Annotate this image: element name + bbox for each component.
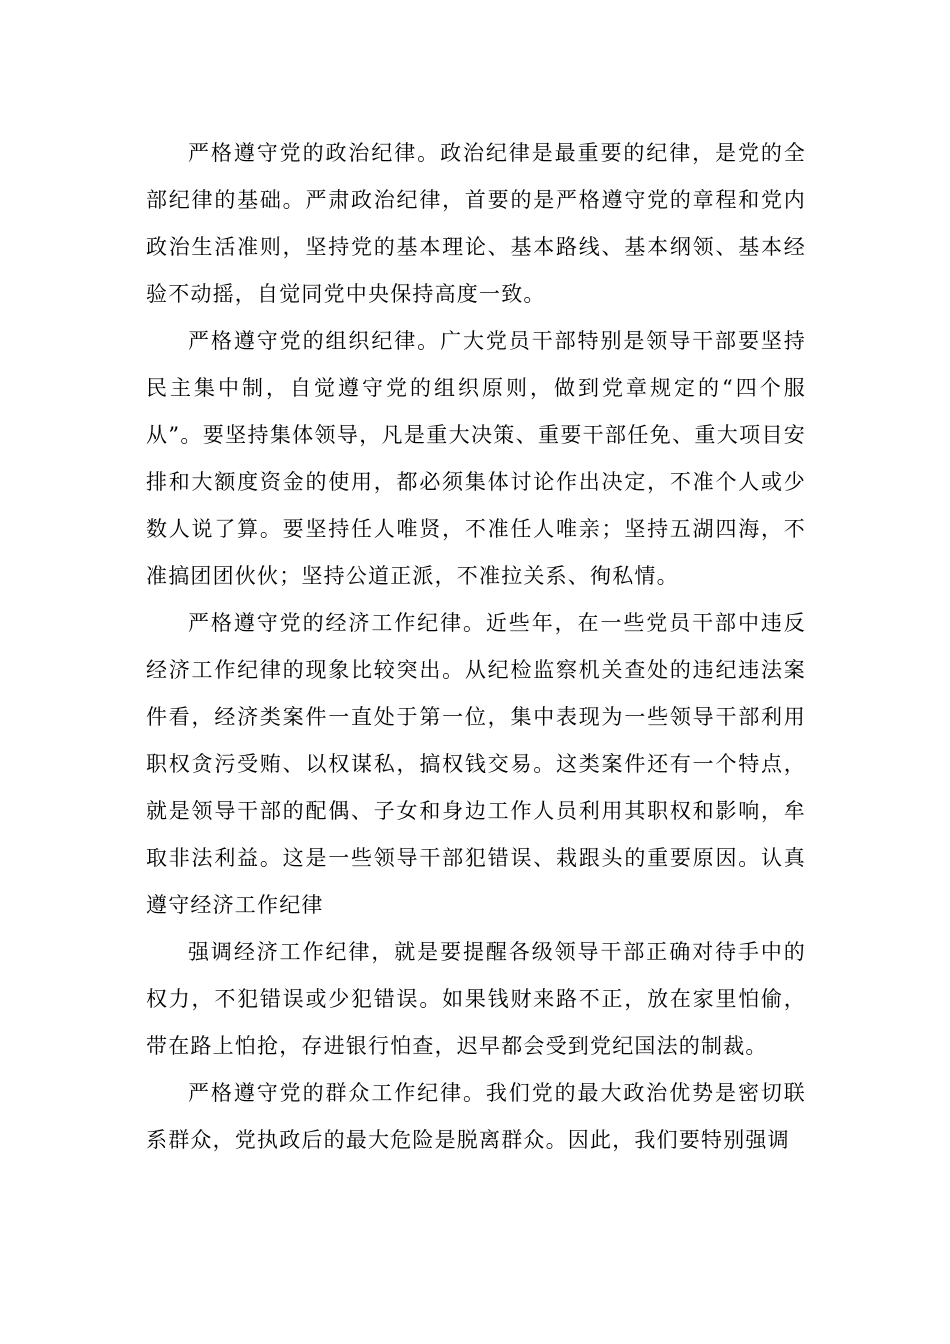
paragraph-economic-discipline-emphasis: 强调经济工作纪律，就是要提醒各级领导干部正确对待手中的权力，不犯错误或少犯错误。如果钱财来路不正，放在家里怕偷，带在路上怕抢，存进银行怕查，迟早都会受到党纪国法的制裁。 [146, 940, 806, 1058]
document-body [146, 130, 806, 1164]
paragraph-mass-work-discipline: 严格遵守党的群众工作纪律。我们党的最大政治优势是密切联系群众，党执政后的最大危险是脱离群众。因此，我们要特别强调 [146, 1081, 806, 1152]
paragraph-political-discipline: 严格遵守党的政治纪律。政治纪律是最重要的纪律，是党的全部纪律的基础。严肃政治纪律，首要的是严格遵守党的章程和党内政治生活准则，坚持党的基本理论、基本路线、基本纲领、基本经验不动摇，自觉同党中央保持高度一致。 [146, 141, 806, 306]
paragraph-organizational-discipline: 严格遵守党的组织纪律。广大党员干部特别是领导干部要坚持民主集中制，自觉遵守党的组织原则，做到党章规定的“四个服从”。要坚持集体领导，凡是重大决策、重要干部任免、重大项目安排和大额度资金的使用，都必须集体讨论作出决定，不准个人或少数人说了算。要坚持任人唯贤，不准任人唯亲；坚持五湖四海，不准搞团团伙伙；坚持公道正派，不准拉关系、徇私情。 [146, 329, 806, 588]
paragraph-economic-discipline: 严格遵守党的经济工作纪律。近些年，在一些党员干部中违反经济工作纪律的现象比较突出。从纪检监察机关查处的违纪违法案件看，经济类案件一直处于第一位，集中表现为一些领导干部利用职权贪污受贿、以权谋私，搞权钱交易。这类案件还有一个特点，就是领导干部的配偶、子女和身边工作人员利用其职权和影响，牟取非法利益。这是一些领导干部犯错误、栽跟头的重要原因。认真遵守经济工作纪律 [146, 611, 806, 917]
